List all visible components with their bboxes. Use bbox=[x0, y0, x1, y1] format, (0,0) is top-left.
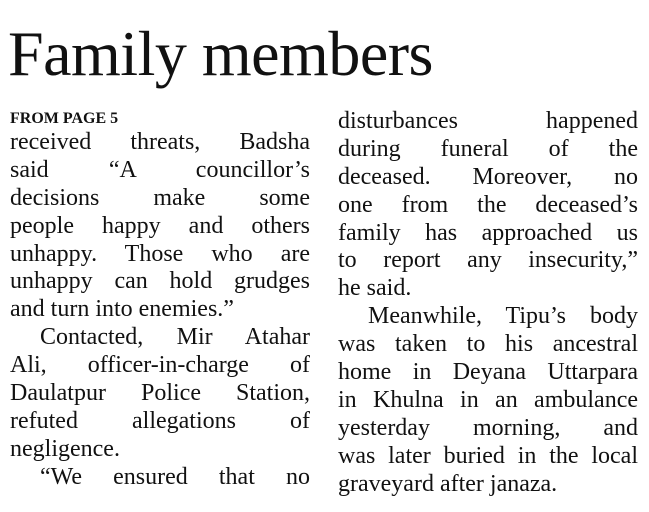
text-line: “We ensured that no bbox=[40, 463, 310, 490]
text-line: disturbances happened bbox=[338, 108, 638, 134]
continuation-kicker: FROM PAGE 5 bbox=[10, 110, 119, 127]
article-column-left bbox=[10, 129, 310, 492]
text-line: decisions make some bbox=[10, 184, 310, 211]
text-line: to report any insecurity,” bbox=[338, 247, 638, 274]
text-line: and turn into enemies.” bbox=[10, 296, 234, 323]
text-line: received threats, Badsha bbox=[10, 129, 310, 155]
text-line: unhappy. Those who are bbox=[10, 240, 310, 267]
text-line: Daulatpur Police Station, bbox=[10, 380, 310, 407]
text-line: Contacted, Mir Atahar bbox=[40, 324, 310, 351]
text-line: he said. bbox=[338, 275, 412, 302]
text-line: in Khulna in an ambulance bbox=[338, 386, 638, 413]
article-column-right bbox=[338, 108, 638, 498]
text-line: family has approached us bbox=[338, 219, 638, 246]
text-line: negligence. bbox=[10, 435, 120, 462]
text-line: people happy and others bbox=[10, 212, 310, 239]
text-line: said “A councillor’s bbox=[10, 156, 310, 183]
text-line: deceased. Moreover, no bbox=[338, 163, 638, 190]
text-line: yesterday morning, and bbox=[338, 414, 638, 441]
text-line: during funeral of the bbox=[338, 135, 638, 162]
text-line: was later buried in the local bbox=[338, 442, 638, 469]
text-line: Meanwhile, Tipu’s body bbox=[368, 303, 638, 330]
text-line: refuted allegations of bbox=[10, 407, 310, 434]
text-line: Ali, officer-in-charge of bbox=[10, 352, 310, 379]
headline: Family members bbox=[8, 18, 433, 89]
text-line: was taken to his ancestral bbox=[338, 331, 638, 358]
text-line: graveyard after janaza. bbox=[338, 470, 558, 497]
text-line: one from the deceased’s bbox=[338, 191, 638, 218]
text-line: home in Deyana Uttarpara bbox=[338, 359, 638, 386]
text-line: unhappy can hold grudges bbox=[10, 268, 310, 295]
